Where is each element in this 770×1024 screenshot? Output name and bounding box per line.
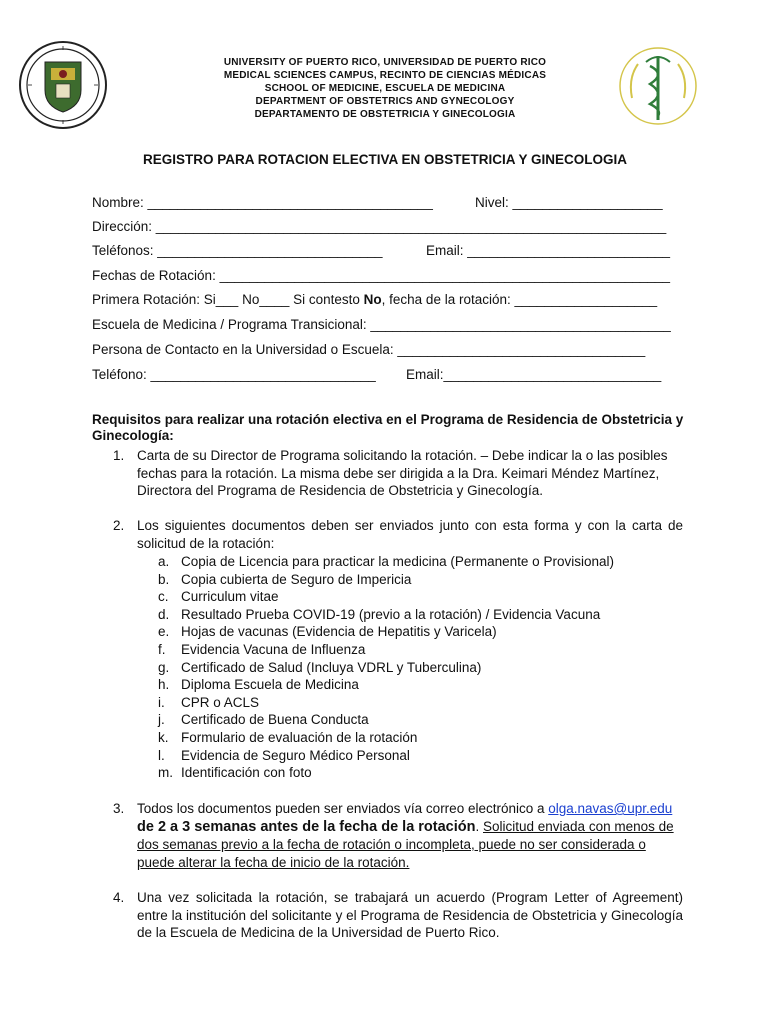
primera-rotacion-label: Primera Rotación: Si___ No____ Si contesto bbox=[92, 292, 364, 307]
document-item bbox=[158, 764, 312, 782]
escuela-de-medicina-logo bbox=[612, 38, 704, 130]
document-text: Evidencia de Seguro Médico Personal bbox=[181, 747, 410, 763]
item3-deadline: de 2 a 3 semanas antes de la fecha de la rotación bbox=[137, 818, 476, 835]
header-line: DEPARTAMENTO DE OBSTETRICIA Y GINECOLOGIA bbox=[254, 109, 516, 120]
requisito-item-2 bbox=[113, 517, 683, 553]
item-text: Carta de su Director de Programa solicitando la rotación. – Debe indicar la o las posibles fechas para la rotación. La misma debe ser dirigida a la Dra. Keimari Méndez Martínez, Directora del Programa de Residencia de Obstetricia y Ginecología. bbox=[137, 448, 668, 498]
email-field[interactable]: Email: ___________________________ bbox=[426, 243, 670, 258]
document-letter: m. bbox=[158, 765, 173, 781]
primera-rotacion-date: , fecha de la rotación: ___________________ bbox=[381, 292, 658, 307]
document-item bbox=[158, 676, 359, 694]
document-text: Evidencia Vacuna de Influenza bbox=[181, 642, 366, 657]
item-text: Una vez solicitada la rotación, se trabajará un acuerdo (Program Letter of Agreement) entre la institución del solicitante y el Programa de Residencia de Obstetricia y Ginecología de la Escuela de Medicina de la Universidad de Puerto Rico. bbox=[137, 890, 683, 940]
direccion-field[interactable]: Dirección: ____________________________________________________________________ bbox=[92, 219, 667, 234]
escuela-medicina-field[interactable]: Escuela de Medicina / Programa Transicional: ________________________________________ bbox=[92, 317, 671, 332]
document-text: Identificación con foto bbox=[181, 765, 312, 781]
institution-header bbox=[150, 56, 620, 121]
document-letter: a. bbox=[158, 554, 170, 569]
document-text: Copia de Licencia para practicar la medicina (Permanente o Provisional) bbox=[181, 554, 614, 569]
document-letter: l. bbox=[158, 747, 165, 763]
form-title: REGISTRO PARA ROTACION ELECTIVA EN OBSTETRICIA Y GINECOLOGIA bbox=[142, 152, 628, 167]
document-letter: g. bbox=[158, 659, 170, 675]
persona-contacto-field[interactable]: Persona de Contacto en la Universidad o Escuela: _________________________________ bbox=[92, 342, 646, 357]
document-item bbox=[158, 747, 410, 765]
item-text bbox=[137, 800, 683, 871]
document-item bbox=[158, 711, 369, 729]
document-text: Resultado Prueba COVID-19 (previo a la rotación) / Evidencia Vacuna bbox=[181, 606, 601, 622]
header-line: DEPARTMENT OF OBSTETRICS AND GYNECOLOGY bbox=[255, 96, 515, 107]
document-item bbox=[158, 641, 365, 659]
document-text: Copia cubierta de Seguro de Impericia bbox=[181, 571, 412, 587]
document-item bbox=[158, 553, 614, 571]
telefonos-field[interactable]: Teléfonos: ______________________________ bbox=[92, 243, 383, 258]
email-link[interactable]: olga.navas@upr.edu bbox=[548, 801, 673, 816]
header-line: SCHOOL OF MEDICINE, ESCUELA DE MEDICINA bbox=[264, 83, 506, 94]
document-letter: j. bbox=[158, 712, 165, 728]
document-text: Hojas de vacunas (Evidencia de Hepatitis y Varicela) bbox=[181, 624, 497, 640]
requisito-item-3 bbox=[113, 800, 683, 872]
nivel-field[interactable]: Nivel: ____________________ bbox=[475, 195, 663, 210]
item3-period: . bbox=[475, 818, 483, 834]
item-number: 4. bbox=[113, 890, 125, 905]
requisitos-heading: Requisitos para realizar una rotación electiva en el Programa de Residencia de Obstetricia y Ginecología: bbox=[92, 412, 684, 443]
item3-warning: Solicitud enviada con menos de dos semanas previo a la fecha de rotación o incompleta, puede no ser considerada o puede alterar la fecha de inicio de la rotación. bbox=[137, 818, 674, 870]
requisito-item-4 bbox=[113, 889, 683, 943]
document-text: CPR o ACLS bbox=[181, 694, 260, 710]
email-contacto-field[interactable]: Email:_____________________________ bbox=[406, 367, 662, 382]
document-item bbox=[158, 694, 259, 712]
telefono-contacto-field[interactable]: Teléfono: ______________________________ bbox=[92, 367, 376, 382]
header-line: MEDICAL SCIENCES CAMPUS, RECINTO DE CIENCIAS MÉDICAS bbox=[223, 70, 547, 81]
requisito-item-1 bbox=[113, 447, 683, 501]
item-number: 1. bbox=[113, 448, 125, 463]
document-text: Curriculum vitae bbox=[181, 589, 279, 605]
item-text: Los siguientes documentos deben ser enviados junto con esta forma y con la carta de solicitud de la rotación: bbox=[137, 518, 683, 551]
document-letter: d. bbox=[158, 606, 170, 622]
document-item bbox=[158, 659, 481, 677]
document-letter: h. bbox=[158, 677, 170, 693]
primera-rotacion-field[interactable] bbox=[92, 292, 657, 307]
item3-text: Todos los documentos pueden ser enviados vía correo electrónico a bbox=[137, 801, 549, 816]
document-item bbox=[158, 588, 279, 606]
document-letter: k. bbox=[158, 730, 169, 745]
document-letter: i. bbox=[158, 694, 165, 710]
document-letter: c. bbox=[158, 589, 169, 605]
document-item bbox=[158, 571, 411, 589]
document-text: Certificado de Buena Conducta bbox=[181, 712, 369, 728]
document-item bbox=[158, 606, 600, 624]
nombre-field[interactable]: Nombre: ______________________________________ bbox=[92, 195, 433, 210]
document-letter: b. bbox=[158, 571, 170, 587]
item-number: 2. bbox=[113, 518, 125, 533]
fechas-rotacion-field[interactable]: Fechas de Rotación: ____________________________________________________________ bbox=[92, 268, 671, 283]
document-item bbox=[158, 729, 417, 747]
document-item bbox=[158, 623, 497, 641]
university-seal-logo bbox=[18, 40, 108, 130]
document-text: Diploma Escuela de Medicina bbox=[181, 677, 359, 693]
document-letter: f. bbox=[158, 642, 166, 657]
document-text: Certificado de Salud (Incluya VDRL y Tuberculina) bbox=[181, 659, 482, 675]
document-text: Formulario de evaluación de la rotación bbox=[181, 730, 418, 745]
primera-rotacion-no: No bbox=[363, 292, 382, 307]
header-line: UNIVERSITY OF PUERTO RICO, UNIVERSIDAD DE PUERTO RICO bbox=[223, 57, 547, 68]
document-letter: e. bbox=[158, 624, 170, 640]
item-number: 3. bbox=[113, 801, 125, 816]
